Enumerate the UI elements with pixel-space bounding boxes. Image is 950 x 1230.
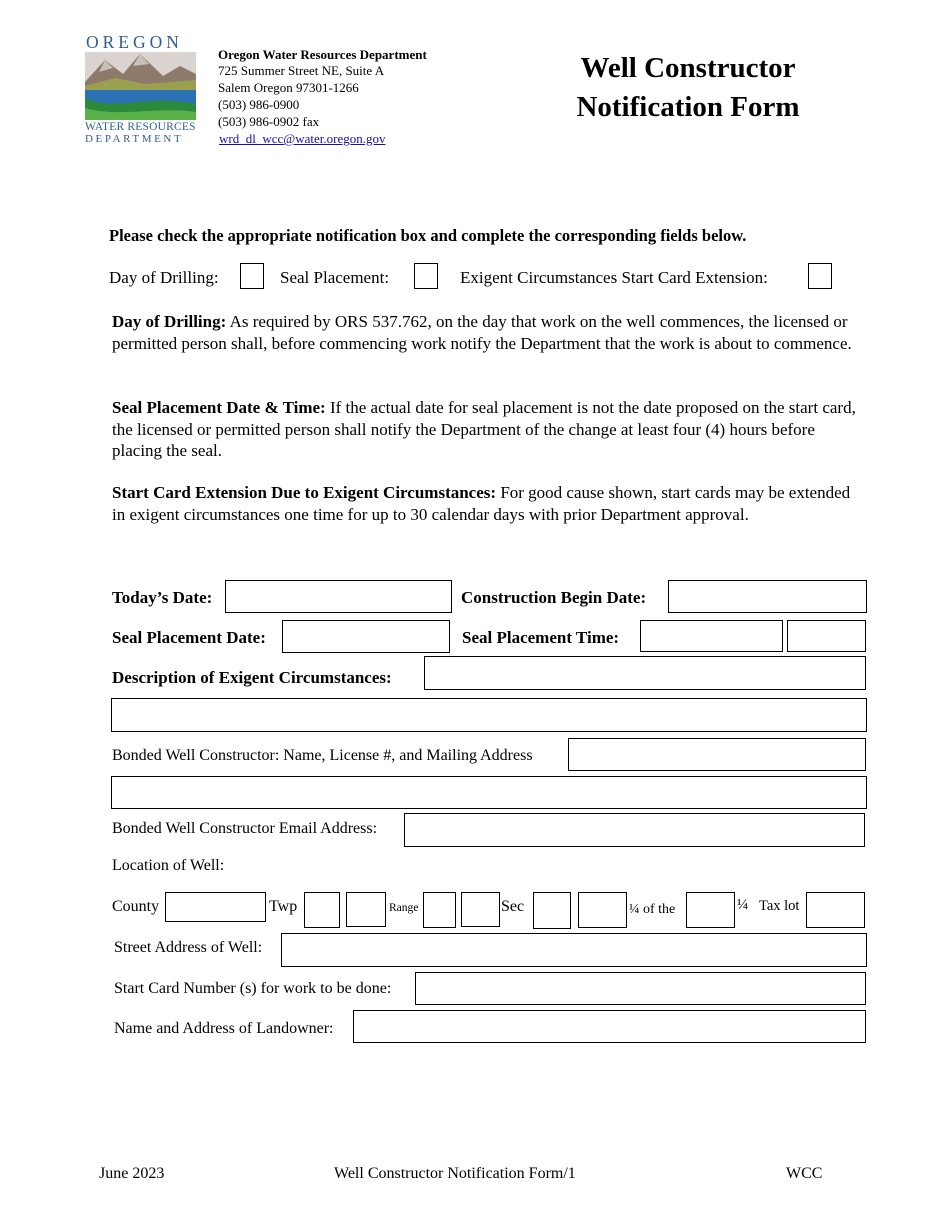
range-label: Range [389, 902, 419, 914]
landowner-label: Name and Address of Landowner: [114, 1020, 334, 1037]
seal-placement-checkbox[interactable] [414, 263, 438, 289]
seal-placement-date-label: Seal Placement Date: [112, 628, 266, 647]
quarter-input[interactable] [686, 892, 735, 928]
quarter-quarter-input[interactable] [578, 892, 627, 928]
bonded-constructor-label: Bonded Well Constructor: Name, License #, and Mailing Address [112, 747, 533, 764]
landscape-icon [85, 52, 196, 120]
bonded-email-input[interactable] [404, 813, 865, 847]
paragraph-text: If the actual date for seal placement is not the date proposed on the start card, the licensed or permitted person shall notify the Department of the change at least four (4) hours before placing the seal. [112, 398, 856, 460]
county-label: County [112, 898, 160, 915]
seal-placement-date-input[interactable] [282, 620, 450, 653]
start-card-number-input[interactable] [415, 972, 866, 1005]
exigent-checkbox[interactable] [808, 263, 832, 289]
logo-water-resources-text: WATER RESOURCES [85, 121, 196, 133]
logo-oregon-text: OREGON [86, 32, 183, 52]
agency-fax: (503) 986-0902 fax [218, 114, 320, 129]
start-card-number-label: Start Card Number (s) for work to be done: [114, 980, 392, 997]
quarter-label: ¼ [737, 897, 749, 913]
exigent-description-input-line2[interactable] [111, 698, 867, 732]
day-of-drilling-checkbox[interactable] [240, 263, 264, 289]
todays-date-label: Today’s Date: [112, 588, 213, 607]
paragraph-heading: Seal Placement Date & Time: [112, 398, 326, 417]
seal-placement-ampm-input[interactable] [787, 620, 866, 652]
paragraph-day-of-drilling [112, 311, 862, 354]
construction-begin-date-input[interactable] [668, 580, 867, 613]
agency-name: Oregon Water Resources Department [218, 47, 427, 62]
twp-input[interactable] [304, 892, 340, 928]
day-of-drilling-label: Day of Drilling: [109, 268, 219, 287]
seal-placement-label: Seal Placement: [280, 268, 390, 287]
agency-address-line2: Salem Oregon 97301-1266 [218, 80, 359, 95]
tax-lot-input[interactable] [806, 892, 865, 928]
footer-code: WCC [786, 1165, 823, 1182]
landowner-input[interactable] [353, 1010, 866, 1043]
range-direction-input[interactable] [461, 892, 500, 927]
paragraph-seal-placement [112, 397, 862, 462]
paragraph-heading: Day of Drilling: [112, 312, 227, 331]
twp-direction-input[interactable] [346, 892, 386, 927]
street-address-input[interactable] [281, 933, 867, 967]
agency-email-link[interactable]: wrd_dl_wcc@water.oregon.gov [219, 131, 386, 146]
logo-department-text: DEPARTMENT [85, 133, 184, 145]
tax-lot-label: Tax lot [759, 898, 800, 914]
construction-begin-date-label: Construction Begin Date: [461, 588, 647, 607]
exigent-label: Exigent Circumstances Start Card Extension: [460, 268, 768, 287]
seal-placement-time-input[interactable] [640, 620, 783, 652]
county-input[interactable] [165, 892, 266, 922]
agency-address-line1: 725 Summer Street NE, Suite A [218, 63, 385, 78]
sec-label: Sec [501, 898, 525, 915]
location-label: Location of Well: [112, 857, 225, 874]
bonded-constructor-input[interactable] [568, 738, 866, 771]
bonded-constructor-input-line2[interactable] [111, 776, 867, 809]
bonded-email-label: Bonded Well Constructor Email Address: [112, 820, 378, 837]
paragraph-start-card-extension [112, 482, 862, 525]
exigent-description-label: Description of Exigent Circumstances: [112, 668, 392, 687]
quarter-of-label: ¼ of the [629, 902, 676, 917]
seal-placement-time-label: Seal Placement Time: [462, 628, 620, 647]
street-address-label: Street Address of Well: [114, 939, 263, 956]
form-title-line2: Notification Form [576, 91, 800, 123]
exigent-description-input[interactable] [424, 656, 866, 690]
paragraph-heading: Start Card Extension Due to Exigent Circumstances: [112, 483, 497, 502]
range-input[interactable] [423, 892, 456, 928]
paragraph-text: As required by ORS 537.762, on the day that work on the well commences, the licensed or permitted person shall, before commencing work notify the Department that the work is about to commence. [112, 312, 852, 353]
instructions: Please check the appropriate notification box and complete the corresponding fields below. [109, 226, 747, 245]
form-title-line1: Well Constructor [580, 52, 796, 84]
footer-form-name: Well Constructor Notification Form/1 [334, 1165, 576, 1182]
sec-input[interactable] [533, 892, 571, 929]
footer-date: June 2023 [99, 1165, 165, 1182]
paragraph-text: For good cause shown, start cards may be extended in exigent circumstances one time for up to 30 calendar days with prior Department approval. [112, 483, 851, 524]
todays-date-input[interactable] [225, 580, 452, 613]
form-title [520, 49, 856, 127]
agency-phone: (503) 986-0900 [218, 97, 300, 112]
twp-label: Twp [269, 898, 298, 915]
